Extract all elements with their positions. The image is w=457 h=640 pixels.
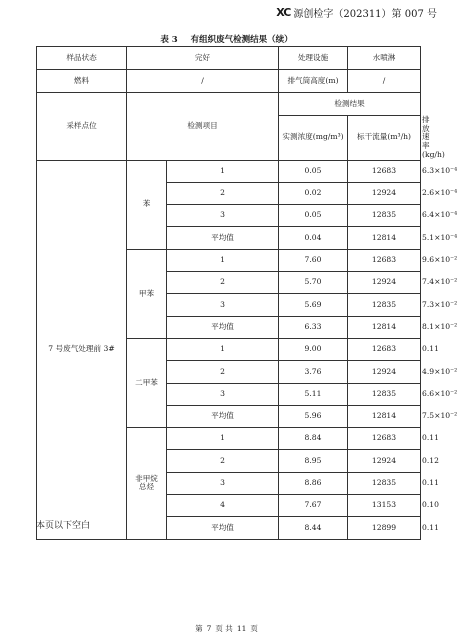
page-current: 7 — [206, 624, 212, 633]
flow-cell: 12814 — [348, 316, 421, 338]
table-row: 2 5.70 12924 7.4×10⁻² — [37, 272, 421, 294]
blank-note: 本页以下空白 — [36, 521, 91, 531]
stack-height-value: / — [348, 70, 421, 93]
concentration-cell: 0.05 — [279, 160, 348, 182]
table-row: 3 5.11 12835 6.6×10⁻² — [37, 383, 421, 405]
sample-point-header: 采样点位 — [37, 93, 127, 161]
sample-state-value: 完好 — [127, 47, 279, 70]
table-row: 2 8.95 12924 0.12 — [37, 450, 421, 472]
pollutant-name-cell: 苯 — [127, 160, 167, 249]
concentration-cell: 5.70 — [279, 272, 348, 294]
flow-cell: 12924 — [348, 450, 421, 472]
table-row: 非甲烷 总烃 1 8.84 12683 0.11 — [37, 428, 421, 450]
sample-state-row — [37, 47, 421, 70]
concentration-cell: 3.76 — [279, 361, 348, 383]
results-header: 检测结果 — [279, 93, 421, 116]
sample-point-cell: 7 号废气处理前 3# — [37, 160, 127, 539]
pollutant-name-line: 总烃 — [138, 482, 155, 492]
table-row: 7 号废气处理前 3# 苯 1 0.05 12683 6.3×10⁻⁴ — [37, 160, 421, 182]
concentration-cell: 6.33 — [279, 316, 348, 338]
concentration-cell: 0.05 — [279, 205, 348, 227]
test-item-header: 检测项目 — [127, 93, 279, 161]
table-row: 3 0.05 12835 6.4×10⁻⁴ — [37, 205, 421, 227]
flow-header: 标干流量(m³/h) — [348, 116, 421, 161]
concentration-cell: 7.60 — [279, 249, 348, 271]
sample-index-cell: 2 — [167, 361, 279, 383]
sample-index-cell: 平均值 — [167, 316, 279, 338]
fuel-label: 燃料 — [37, 70, 127, 93]
sample-index-cell: 平均值 — [167, 227, 279, 249]
page-mid: 页 共 — [215, 624, 233, 633]
concentration-cell: 8.95 — [279, 450, 348, 472]
table-row: 2 0.02 12924 2.6×10⁻⁴ — [37, 182, 421, 204]
table-row: 二甲苯 1 9.00 12683 0.11 — [37, 338, 421, 360]
fuel-value: / — [127, 70, 279, 93]
sample-state-label: 样品状态 — [37, 47, 127, 70]
concentration-cell: 0.04 — [279, 227, 348, 249]
table-row: 甲苯 1 7.60 12683 9.6×10⁻² — [37, 249, 421, 271]
flow-cell: 12683 — [348, 249, 421, 271]
sample-index-cell: 3 — [167, 383, 279, 405]
flow-cell: 12899 — [348, 517, 421, 539]
sample-index-cell: 1 — [167, 428, 279, 450]
sample-index-cell: 平均值 — [167, 517, 279, 539]
sample-index-cell: 平均值 — [167, 405, 279, 427]
fuel-row — [37, 70, 421, 93]
concentration-cell: 9.00 — [279, 338, 348, 360]
flow-cell: 12683 — [348, 160, 421, 182]
column-header-row-1 — [37, 93, 421, 116]
concentration-cell: 7.67 — [279, 495, 348, 517]
table-title: 有组织废气检测结果（续） — [190, 35, 293, 45]
sample-index-cell: 3 — [167, 294, 279, 316]
flow-cell: 12924 — [348, 361, 421, 383]
concentration-cell: 8.44 — [279, 517, 348, 539]
sample-index-cell: 2 — [167, 450, 279, 472]
flow-cell: 13153 — [348, 495, 421, 517]
flow-cell: 12835 — [348, 472, 421, 494]
flow-cell: 12835 — [348, 383, 421, 405]
table-caption — [0, 33, 453, 45]
flow-cell: 12924 — [348, 272, 421, 294]
pollutant-name-cell: 甲苯 — [127, 249, 167, 338]
concentration-cell: 0.02 — [279, 182, 348, 204]
sample-index-cell: 2 — [167, 182, 279, 204]
sample-index-cell: 1 — [167, 160, 279, 182]
page-total: 11 — [236, 624, 247, 633]
table-row: 3 8.86 12835 0.11 — [37, 472, 421, 494]
concentration-cell: 5.11 — [279, 383, 348, 405]
table-number: 表 3 — [160, 35, 178, 45]
facility-label: 处理设施 — [279, 47, 348, 70]
flow-cell: 12924 — [348, 182, 421, 204]
page-suffix: 页 — [250, 624, 258, 633]
pollutant-name-line: 非甲烷 — [135, 473, 158, 483]
stack-height-label: 排气筒高度(m) — [279, 70, 348, 93]
table-row: 4 7.67 13153 0.10 — [37, 495, 421, 517]
facility-value: 水喷淋 — [348, 47, 421, 70]
concentration-cell: 5.96 — [279, 405, 348, 427]
flow-cell: 12814 — [348, 227, 421, 249]
concentration-cell: 8.84 — [279, 428, 348, 450]
flow-cell: 12814 — [348, 405, 421, 427]
pollutant-name-cell — [127, 428, 167, 539]
sample-index-cell: 4 — [167, 495, 279, 517]
sample-index-cell: 1 — [167, 338, 279, 360]
pollutant-name-cell: 二甲苯 — [127, 338, 167, 427]
table-row: 平均值 6.33 12814 8.1×10⁻² — [37, 316, 421, 338]
concentration-cell: 5.69 — [279, 294, 348, 316]
report-header — [276, 5, 437, 20]
page-prefix: 第 — [195, 624, 203, 633]
concentration-cell: 8.86 — [279, 472, 348, 494]
table-row: 平均值 8.44 12899 0.11 — [37, 517, 421, 539]
table-row: 平均值 0.04 12814 5.1×10⁻⁴ — [37, 227, 421, 249]
report-number: 源创检字（202311）第 007 号 — [293, 9, 437, 20]
column-header-row-2: 实测浓度(mg/m³) 标干流量(m³/h) 排放速率(kg/h) — [37, 116, 421, 161]
table-row: 2 3.76 12924 4.9×10⁻² — [37, 361, 421, 383]
results-table — [36, 46, 457, 540]
flow-cell: 12683 — [348, 428, 421, 450]
concentration-header: 实测浓度(mg/m³) — [279, 116, 348, 161]
sample-index-cell: 2 — [167, 272, 279, 294]
page-footer — [0, 623, 453, 634]
table-row: 平均值 5.96 12814 7.5×10⁻² — [37, 405, 421, 427]
sample-index-cell: 1 — [167, 249, 279, 271]
sample-index-cell: 3 — [167, 205, 279, 227]
sample-index-cell: 3 — [167, 472, 279, 494]
flow-cell: 12835 — [348, 294, 421, 316]
flow-cell: 12835 — [348, 205, 421, 227]
flow-cell: 12683 — [348, 338, 421, 360]
company-logo: XC — [276, 6, 291, 19]
table-row: 3 5.69 12835 7.3×10⁻² — [37, 294, 421, 316]
